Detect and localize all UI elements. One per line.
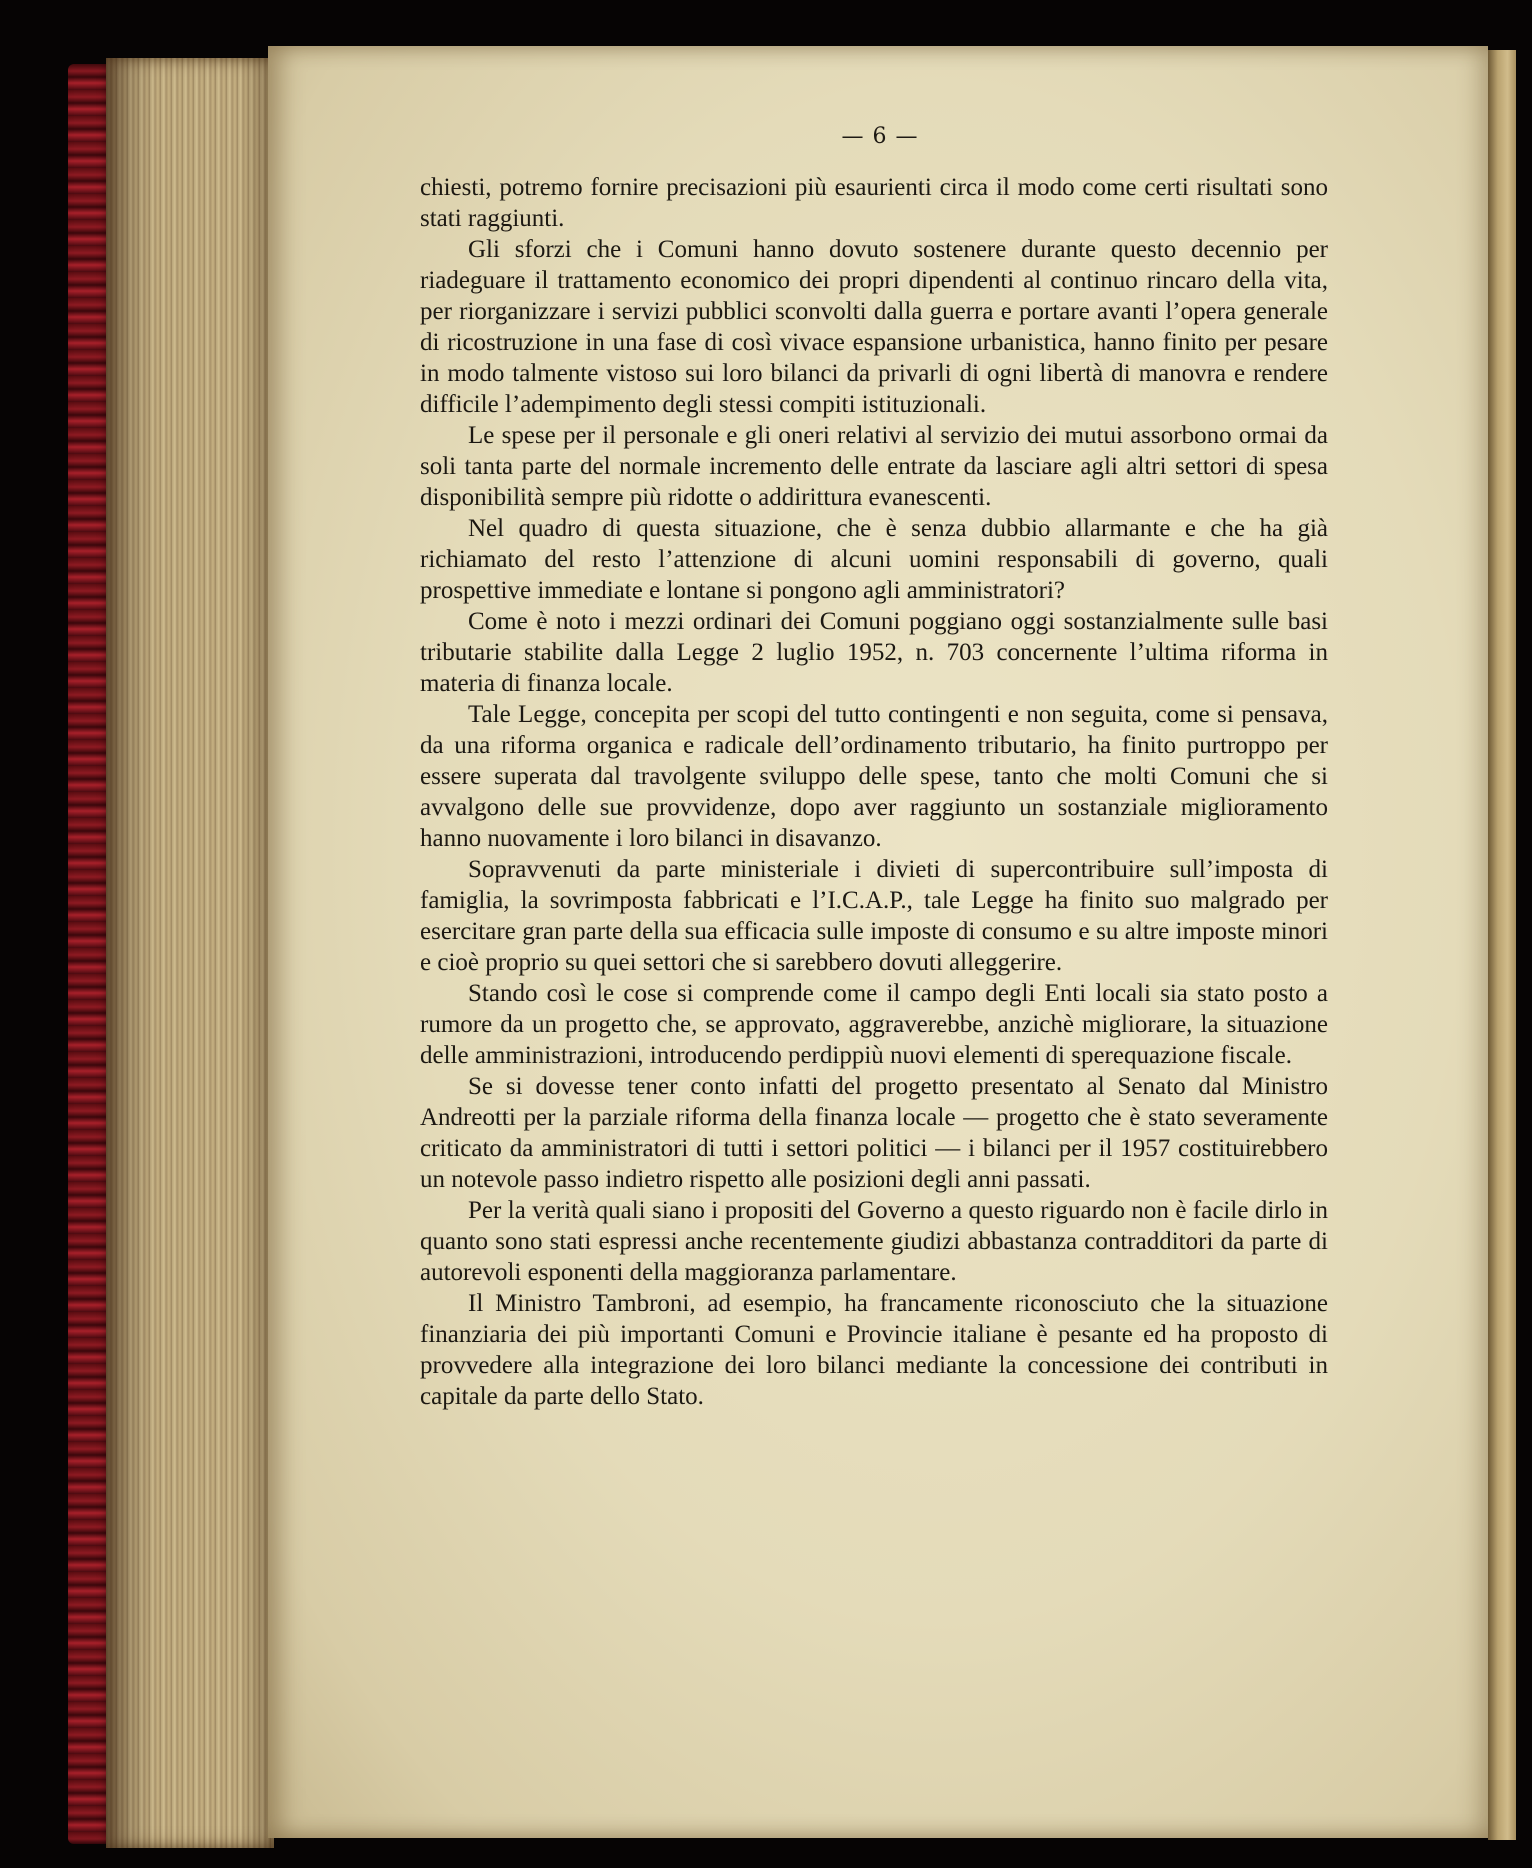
paragraph: chiesti, potremo fornire precisazioni più esaurienti circa il modo come certi risultati sono stati raggiunti. [420, 174, 1328, 232]
page-number: — 6 — [841, 124, 919, 149]
paragraph: Se si dovesse tener conto infatti del progetto presentato al Senato dal Ministro Andreotti per la parziale riforma della finanza locale — progetto che è stato severamente criticato da amministratori di tutti i settori politici — i bilanci per il 1957 costituirebbero un notevole passo indietro rispetto alle posizioni degli anni passati. [420, 1073, 1328, 1193]
paragraph: Gli sforzi che i Comuni hanno dovuto sostenere durante questo decennio per riadeguare il trattamento economico dei propri dipendenti al continuo rincaro della vita, per riorganizzare i servizi pubblici sconvolti dalla guerra e portare avanti l’opera generale di ricostruzione in una fase di così vivace espansione urbanistica, hanno finito per pesare in modo talmente vistoso sui loro bilanci da privarli di ogni libertà di manovra e rendere difficile l’adempimento degli stessi compiti istituzionali. [420, 236, 1328, 418]
paragraph: Stando così le cose si comprende come il campo degli Enti locali sia stato posto a rumore da un progetto che, se approvato, aggraverebbe, anzichè migliorare, la situazione delle amministrazioni, introducendo perdippiù nuovi elementi di sperequazione fiscale. [420, 980, 1328, 1069]
paragraph: Tale Legge, concepita per scopi del tutto contingenti e non seguita, come si pensava, da una riforma organica e radicale dell’ordinamento tributario, ha finito purtroppo per essere superata dal travolgente sviluppo delle spese, tanto che molti Comuni che si avvalgono delle sue provvidenze, dopo aver raggiunto un sostanziale miglioramento hanno nuovamente i loro bilanci in disavanzo. [420, 701, 1328, 852]
paragraph: Come è noto i mezzi ordinari dei Comuni poggiano oggi sostanzialmente sulle basi tributarie stabilite dalla Legge 2 luglio 1952, n. 703 concernente l’ultima riforma in materia di finanza locale. [420, 608, 1328, 697]
paragraph: Sopravvenuti da parte ministeriale i divieti di supercontribuire sull’imposta di famiglia, la sovrimposta fabbricati e l’I.C.A.P., tale Legge ha finito suo malgrado per esercitare gran parte della sua efficacia sulle imposte di consumo e su altre imposte minori e cioè proprio su quei settori che si sarebbero dovuti alleggerire. [420, 856, 1328, 976]
paragraph: Per la verità quali siano i propositi del Governo a questo riguardo non è facile dirlo in quanto sono stati espressi anche recentemente giudizi abbastanza contradditori da parte di autorevoli esponenti della maggioranza parlamentare. [420, 1197, 1328, 1286]
paragraph: Nel quadro di questa situazione, che è senza dubbio allarmante e che ha già richiamato del resto l’attenzione di alcuni uomini responsabili di governo, quali prospettive immediate e lontane si pongono agli amministratori? [420, 515, 1328, 604]
page-stack-edge [106, 58, 274, 1848]
body-text [420, 172, 1328, 1412]
paragraph: Le spese per il personale e gli oneri relativi al servizio dei mutui assorbono ormai da soli tanta parte del normale incremento delle entrate da lasciare agli altri settori di spesa disponibilità sempre più ridotte o addirittura evanescenti. [420, 422, 1328, 511]
paragraph: Il Ministro Tambroni, ad esempio, ha francamente riconosciuto che la situazione finanziaria dei più importanti Comuni e Provincie italiane è pesante ed ha proposto di provvedere alla integrazione dei loro bilanci mediante la concessione dei contributi in capitale da parte dello Stato. [420, 1290, 1328, 1410]
facing-page-edge [1488, 50, 1516, 1840]
